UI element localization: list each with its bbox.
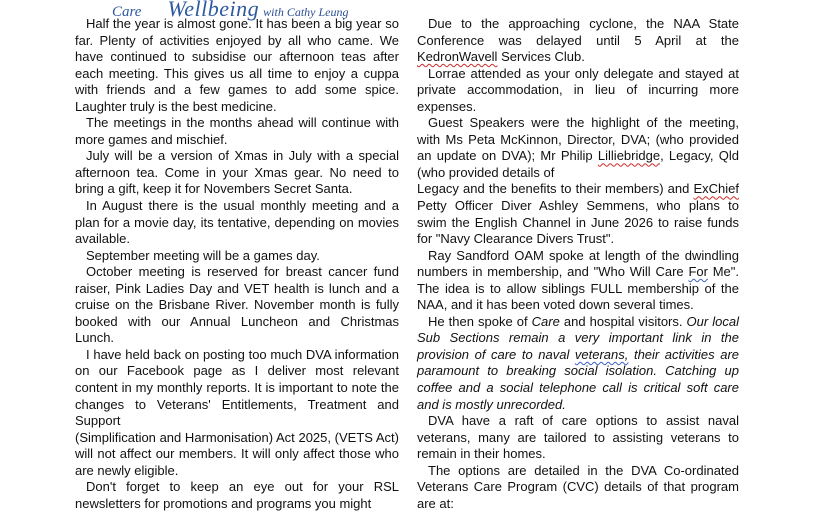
quote-word: For (688, 264, 708, 280)
paragraph: I have held back on posting too much DVA information on our Facebook page as I deliver most relevant content in my monthly reports. It is important to note the changes to Veterans' Entitlements, Treatment and Support (75, 346, 399, 429)
paragraph: Legacy and the benefits to their members) and ExChief Petty Officer Diver Ashley Semmens, who plans to swim the English Channel in June 2026 to raise funds for "Navy Clearance Divers Trust". (417, 181, 739, 247)
paragraph: Due to the approaching cyclone, the NAA State Conference was delayed until 5 April at the KedronWavell Services Club. (417, 16, 739, 65)
paragraph: Guest Speakers were the highlight of the meeting, with Ms Peta McKinnon, Director, DVA; (who provided an update on DVA); Mr Philip Lilliebridge, Legacy, Qld (who provided details of (417, 115, 739, 180)
paragraph: In August there is the usual monthly meeting and a plan for a movie day, its tentative, depending on movies available. (75, 198, 399, 247)
left-column (75, 16, 399, 512)
speaker-name: Lilliebridge (597, 148, 661, 164)
paragraph: He then spoke of Care and hospital visitors. Our local Sub Sections remain a very important link in the provision of care to naval veterans, their activities are paramount to breaking social isolation. Catching up coffee and a social telephone call is critical soft care and is mostly unrecorded. (417, 313, 740, 412)
header-title: Wellbeing (167, 0, 260, 21)
paragraph: The meetings in the months ahead will continue with more games and mischief. (75, 115, 399, 147)
paragraph: September meeting will be a games day. (86, 247, 320, 263)
paragraph: July will be a version of Xmas in July with a special afternoon tea. Come in your Xmas gear. No need to bring a gift, keep it for Novembers Secret Santa. (75, 148, 399, 197)
paragraph: DVA have a raft of care options to assist naval veterans, many are tailored to assisting veterans to remain in their homes. (417, 413, 739, 462)
paragraph: The options are detailed in the DVA Co-ordinated Veterans Care Program (CVC) details of that program are at: (417, 462, 739, 511)
column-header (112, 0, 349, 21)
paragraph: Lorrae attended as your only delegate and stayed at private accommodation, in lieu of incurring more expenses. (417, 65, 739, 114)
paragraph: October meeting is reserved for breast cancer fund raiser, Pink Ladies Day and VET health is lunch and a cruise on the Brisbane River. November month is fully booked with our Annual Luncheon and Christmas Lunch. (75, 264, 399, 346)
paragraph: Don't forget to keep an eye out for your RSL newsletters for promotions and programs you might (75, 479, 399, 511)
right-column (417, 16, 739, 512)
paragraph: (Simplification and Harmonisation) Act 2025, (VETS Act) will not affect our members. It will only affect those who are newly eligible. (75, 429, 399, 478)
venue-name: KedronWavell (417, 49, 498, 65)
veterans-word: veterans, (574, 346, 629, 362)
header-care: Care (112, 4, 142, 20)
header-byline: with Cathy Leung (263, 5, 349, 19)
paragraph: Ray Sandford OAM spoke at length of the dwindling numbers in membership, and "Who Will Care For Me". The idea is to allow siblings FULL membership of the NAA, and it has been voted down several times. (417, 247, 740, 313)
paragraph: Half the year is almost gone. It has been a big year so far. Plenty of activities enjoyed by all who came. We have continued to subsidise our afternoon teas after each meeting. This gives us all time to enjoy a cuppa with friends and a few games to add some spice. Laughter truly is the best medicine. (75, 16, 399, 114)
rank-word: ExChief (693, 181, 739, 197)
